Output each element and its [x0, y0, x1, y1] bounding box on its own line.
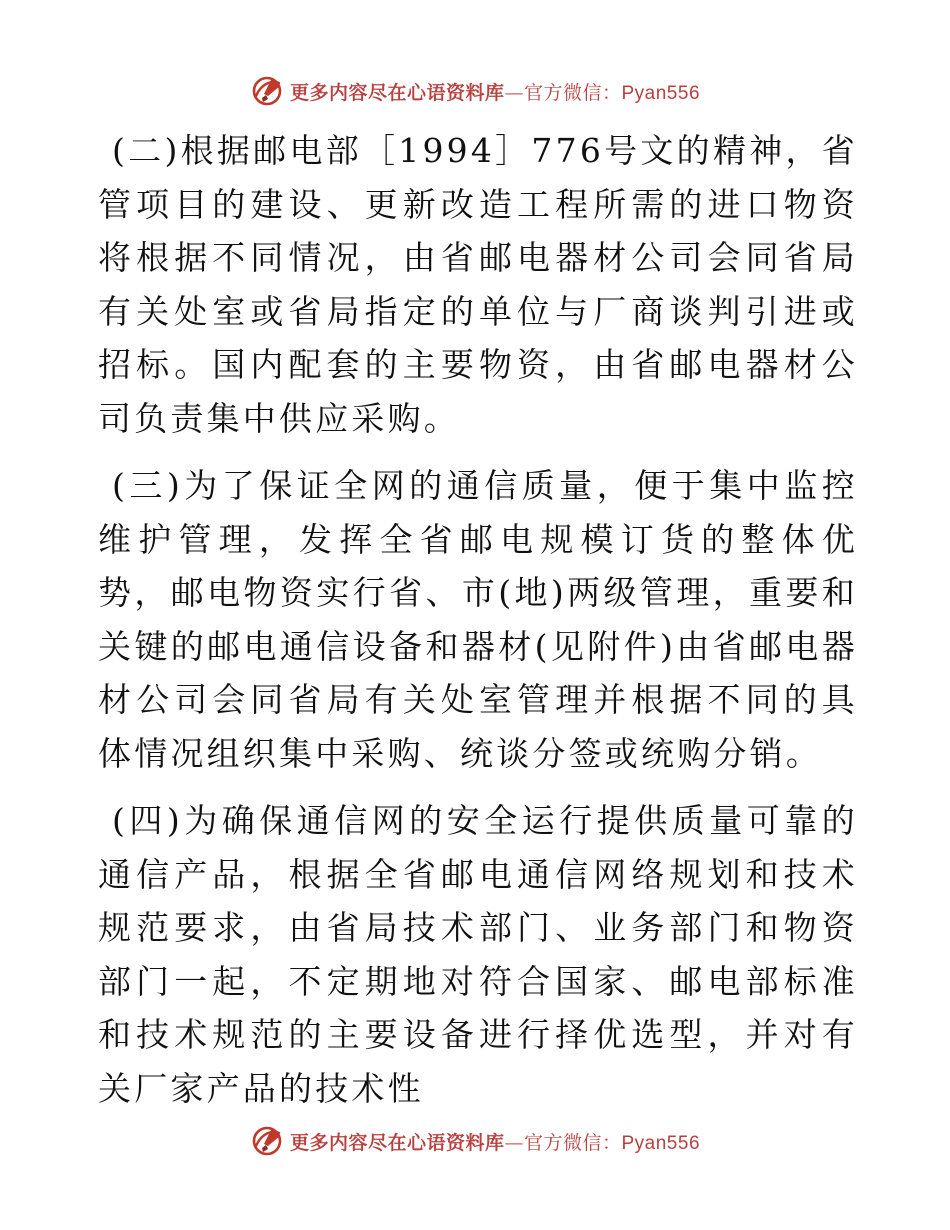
footer-banner-dash: — — [504, 1131, 524, 1154]
paragraph-3-text: (三)为了保证全网的通信质量，便于集中监控维护管理，发挥全省邮电规模订货的整体优势，邮电物资实行省、市(地)两级管理，重要和关键的邮电通信设备和器材(见附件)由省邮电器材公司会同省局有关处室管理并根据不同的具体情况组织集中采购、统谈分签或统购分销。 — [98, 466, 858, 773]
paragraph-3 — [98, 459, 858, 780]
footer-watermark-text — [290, 1128, 700, 1155]
brush-logo-icon — [250, 1124, 284, 1158]
paragraph-2-text: (二)根据邮电部［1994］776号文的精神，省管项目的建设、更新改造工程所需的进口物资将根据不同情况，由省邮电器材公司会同省局有关处室或省局指定的单位与厂商谈判引进或招标。国内配套的主要物资，由省邮电器材公司负责集中供应采购。 — [98, 131, 858, 438]
header-watermark-banner — [0, 68, 950, 114]
footer-banner-slogan: 更多内容尽在心语资料库 — [289, 1131, 505, 1154]
header-banner-wechat-label: 官方微信： — [523, 81, 622, 104]
header-watermark-text — [290, 78, 700, 105]
header-banner-wechat-id: Pyan556 — [621, 82, 701, 104]
footer-banner-wechat-id: Pyan556 — [621, 1132, 701, 1154]
brush-logo-icon — [250, 74, 284, 108]
footer-banner-wechat-label: 官方微信： — [523, 1131, 622, 1154]
header-banner-slogan: 更多内容尽在心语资料库 — [289, 81, 505, 104]
header-banner-dash: — — [504, 81, 524, 104]
footer-watermark-banner — [0, 1118, 950, 1164]
paragraph-2 — [98, 124, 858, 445]
paragraph-4-text: (四)为确保通信网的安全运行提供质量可靠的通信产品，根据全省邮电通信网络规划和技术规范要求，由省局技术部门、业务部门和物资部门一起，不定期地对符合国家、邮电部标准和技术规范的主要设备进行择优选型，并对有关厂家产品的技术性 — [98, 801, 858, 1108]
paragraph-4 — [98, 794, 858, 1115]
document-body — [98, 124, 858, 1129]
